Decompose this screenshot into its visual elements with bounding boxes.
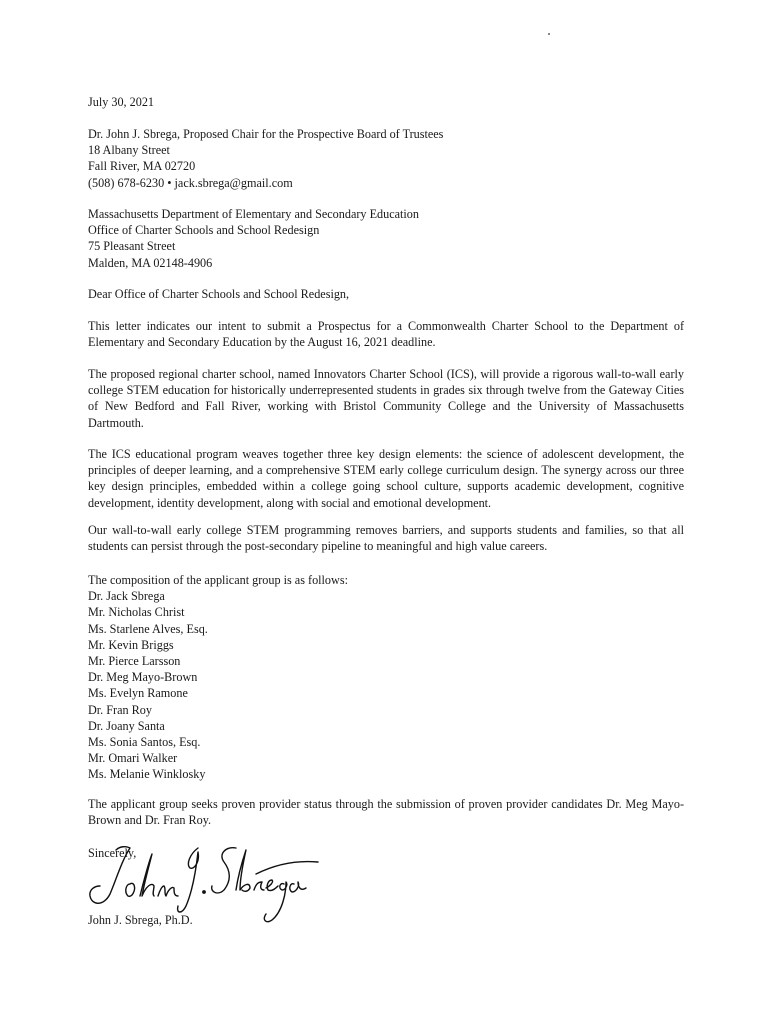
group-member: Ms. Evelyn Ramone bbox=[88, 686, 188, 701]
sender-line: Fall River, MA 02720 bbox=[88, 159, 196, 174]
sender-line: 18 Albany Street bbox=[88, 143, 170, 158]
group-member: Ms. Sonia Santos, Esq. bbox=[88, 735, 201, 750]
group-member: Dr. Jack Sbrega bbox=[88, 589, 165, 604]
recipient-line: Malden, MA 02148-4906 bbox=[88, 255, 213, 270]
sender-address bbox=[88, 126, 688, 191]
closing: Sincerely, bbox=[88, 846, 137, 860]
group-member: Mr. Pierce Larsson bbox=[88, 654, 181, 669]
group-member: Mr. Omari Walker bbox=[88, 751, 178, 766]
group-member: Ms. Melanie Winklosky bbox=[88, 767, 206, 782]
group-member: Dr. Fran Roy bbox=[88, 702, 152, 717]
sender-line: (508) 678-6230 • jack.sbrega@gmail.com bbox=[88, 175, 293, 190]
recipient-address bbox=[88, 206, 688, 271]
signer-name: John J. Sbrega, Ph.D. bbox=[88, 913, 193, 927]
group-member: Dr. Joany Santa bbox=[88, 718, 165, 733]
date-line: July 30, 2021 bbox=[88, 95, 155, 109]
recipient-line: Massachusetts Department of Elementary and Secondary Education bbox=[88, 207, 419, 221]
applicant-group bbox=[88, 572, 688, 783]
group-member: Dr. Meg Mayo-Brown bbox=[88, 670, 198, 685]
letter-date bbox=[88, 94, 688, 110]
sender-line: Dr. John J. Sbrega, Proposed Chair for the Prospective Board of Trustees bbox=[88, 127, 444, 141]
salutation bbox=[88, 286, 688, 302]
recipient-line: 75 Pleasant Street bbox=[88, 239, 176, 254]
group-member: Mr. Nicholas Christ bbox=[88, 605, 185, 620]
recipient-line: Office of Charter Schools and School Redesign bbox=[88, 223, 320, 238]
closing-paragraph: The applicant group seeks proven provider status through the submission of proven provider candidates Dr. Meg Mayo-Brown and Dr. Fran Roy. bbox=[88, 797, 684, 828]
group-member: Mr. Kevin Briggs bbox=[88, 637, 174, 652]
group-member: Ms. Starlene Alves, Esq. bbox=[88, 621, 208, 636]
group-intro: The composition of the applicant group is as follows: bbox=[88, 573, 348, 587]
body-paragraph: The ICS educational program weaves together three key design elements: the science of adolescent development, the principles of deeper learning, and a comprehensive STEM early college curriculum design. The synergy across our three key design principles, embedded within a college going school culture, supports academic development, cognitive development, identity development, along with social and emotional development. bbox=[88, 447, 684, 510]
body-paragraph: This letter indicates our intent to submit a Prospectus for a Commonwealth Charter School to the Department of Elementary and Secondary Education by the August 16, 2021 deadline. bbox=[88, 319, 684, 350]
body-paragraph: Our wall-to-wall early college STEM programming removes barriers, and supports students and families, so that all students can persist through the post-secondary pipeline to meaningful and high value careers. bbox=[88, 523, 684, 554]
scan-speck bbox=[548, 33, 550, 35]
body-paragraph: The proposed regional charter school, named Innovators Charter School (ICS), will provide a rigorous wall-to-wall early college STEM education for historically underrepresented students in grades six through twelve from the Gateway Cities of New Bedford and Fall River, working with Bristol Community College and the University of Massachusetts Dartmouth. bbox=[88, 367, 684, 430]
salutation-line: Dear Office of Charter Schools and School Redesign, bbox=[88, 287, 350, 301]
